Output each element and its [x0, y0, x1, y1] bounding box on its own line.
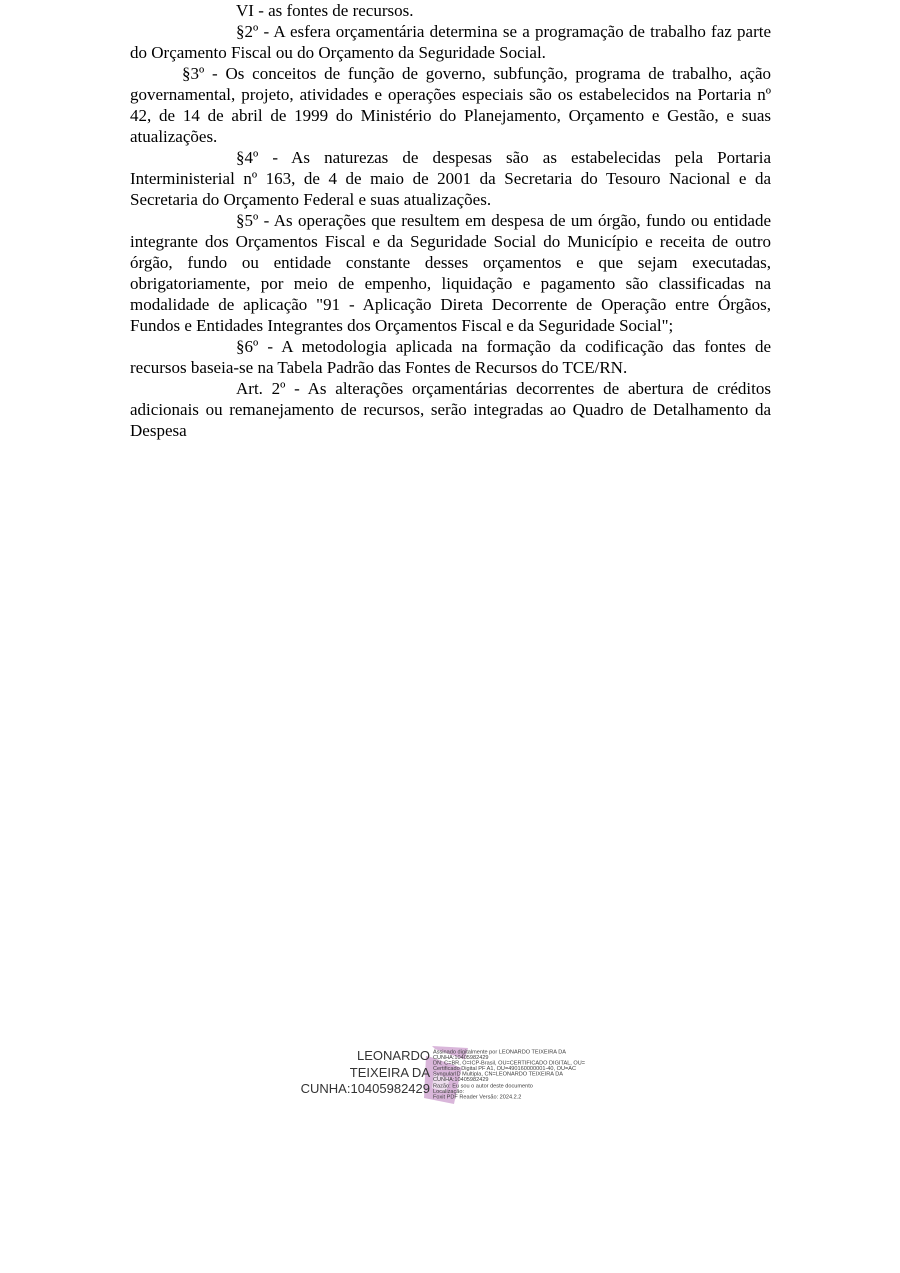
paragraph-s6: §6º - A metodologia aplicada na formação da codificação das fontes de recursos baseia-se na Tabela Padrão das Fontes de Recursos do TCE/RN. [130, 337, 771, 377]
signature-details-line: CUNHA:10405982429 [433, 1054, 489, 1061]
paragraph-s4: §4º - As naturezas de despesas são as estabelecidas pela Portaria Interministerial nº 163, de 4 de maio de 2001 da Secretaria do Tesouro Nacional e da Secretaria do Orçamento Federal e suas atualizações. [130, 148, 771, 209]
signature-details-line: Certificado Digital PF A1, OU=490160000001-40, OU=AC [433, 1065, 576, 1072]
signatory-name [230, 1048, 430, 1098]
paragraph-item-vi: VI - as fontes de recursos. [236, 1, 414, 20]
signature-details-line: SyngularID Multipla, CN=LEONARDO TEIXEIRA DA [433, 1070, 563, 1078]
signatory-name-line: TEIXEIRA DA [349, 1064, 430, 1080]
signature-details-line: Razão: Eu sou o autor deste documento [433, 1082, 533, 1089]
signature-details [433, 1048, 586, 1100]
paragraph-s2: §2º - A esfera orçamentária determina se a programação de trabalho faz parte do Orçamento Fiscal ou do Orçamento da Seguridade Social. [130, 22, 771, 62]
signature-details-line: Assinado digitalmente por LEONARDO TEIXEIRA DA [433, 1048, 566, 1055]
signatory-name-line: LEONARDO [357, 1048, 430, 1063]
paragraph-s3: §3º - Os conceitos de função de governo, subfunção, programa de trabalho, ação governamental, projeto, atividades e operações especiais são os estabelecidos na Portaria nº 42, de 14 de abril de 1999 do Ministério do Planejamento, Orçamento e Gestão, e suas atualizações. [130, 64, 771, 146]
signature-details-line: CUNHA:10405982429 [433, 1076, 489, 1083]
document-body [130, 0, 771, 441]
signature-details-line: Foxit PDF Reader Versão: 2024.2.2 [433, 1093, 522, 1100]
paragraph-art2: Art. 2º - As alterações orçamentárias decorrentes de abertura de créditos adicionais ou remanejamento de recursos, serão integradas ao Quadro de Detalhamento da Despesa [130, 379, 771, 440]
paragraph-s5: §5º - As operações que resultem em despesa de um órgão, fundo ou entidade integrante dos Orçamentos Fiscal e da Seguridade Social do Município e receita de outro órgão, fundo ou entidade constante desses orçamentos e que sejam executadas, obrigatoriamente, por meio de empenho, liquidação e pagamento são classificadas na modalidade de aplicação "91 - Aplicação Direta Decorrente de Operação entre Órgãos, Fundos e Entidades Integrantes dos Orçamentos Fiscal e da Seguridade Social"; [130, 211, 771, 335]
signature-details-line: Localização: [433, 1087, 465, 1095]
signature-details-line: DN: C=BR, O=ICP-Brasil, OU=CERTIFICADO DIGITAL, OU= [433, 1059, 586, 1066]
signatory-name-line: CUNHA:10405982429 [300, 1081, 430, 1096]
